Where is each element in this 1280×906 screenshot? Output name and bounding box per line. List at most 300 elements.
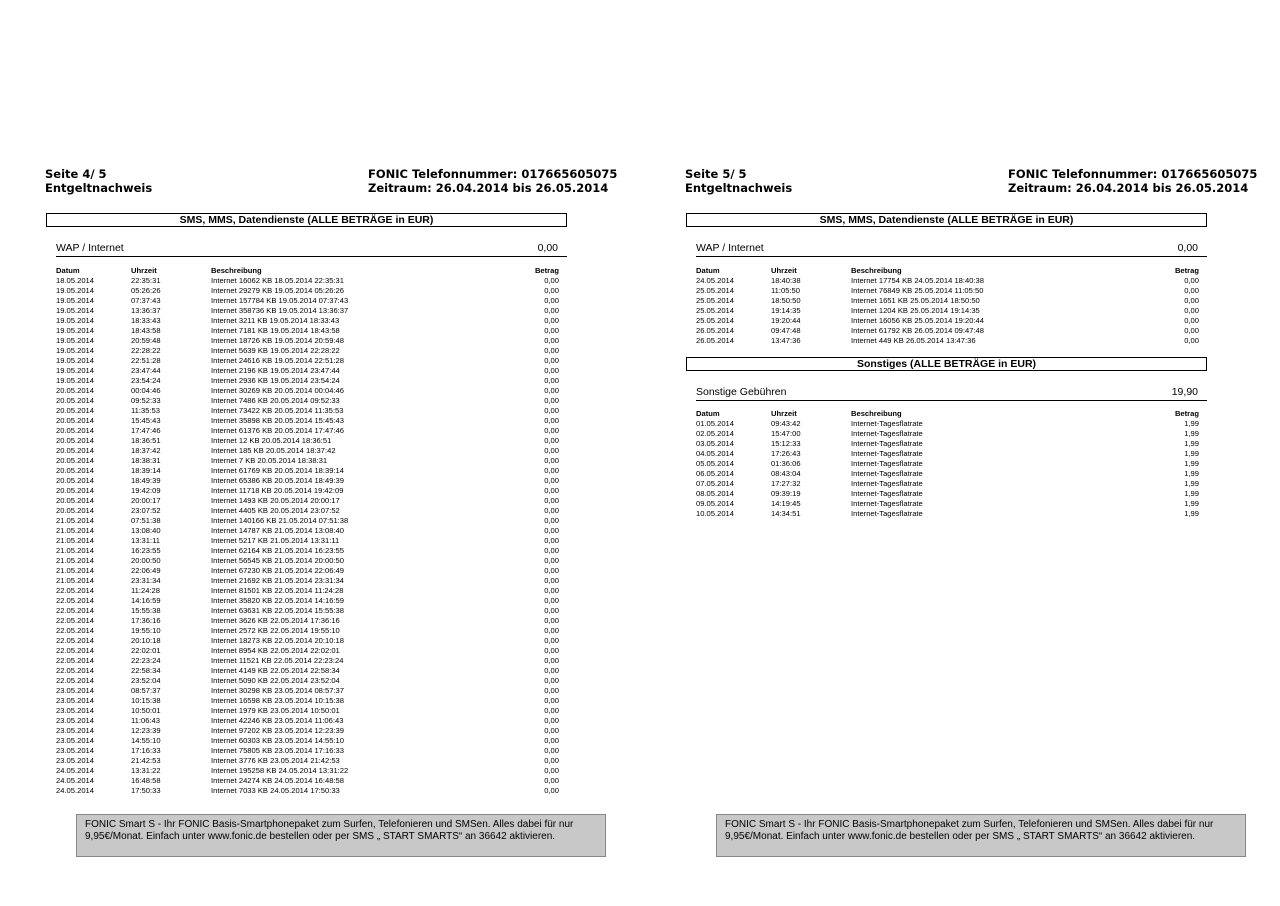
cell-time: 18:39:14 [131, 466, 161, 475]
cell-date: 19.05.2014 [56, 346, 95, 355]
cell-amount: 1,99 [1184, 439, 1199, 448]
cell-description: Internet-Tagesflatrate [851, 479, 923, 488]
cell-time: 08:43:04 [771, 469, 801, 478]
cell-amount: 0,00 [544, 746, 559, 755]
cell-amount: 0,00 [544, 646, 559, 655]
cell-description: Internet-Tagesflatrate [851, 499, 923, 508]
table-row [56, 376, 559, 386]
table-row [56, 696, 559, 706]
table-row [696, 336, 1199, 346]
cell-amount: 0,00 [544, 766, 559, 775]
cell-description: Internet 30298 KB 23.05.2014 08:57:37 [211, 686, 345, 695]
cell-time: 18:50:50 [771, 296, 801, 305]
cell-date: 03.05.2014 [696, 439, 735, 448]
table-row [696, 306, 1199, 316]
cell-amount: 0,00 [1184, 276, 1199, 285]
cell-amount: 0,00 [544, 526, 559, 535]
cell-time: 17:50:33 [131, 786, 161, 795]
cell-time: 15:55:38 [131, 606, 161, 615]
cell-description: Internet 14787 KB 21.05.2014 13:08:40 [211, 526, 345, 535]
cell-time: 12:23:39 [131, 726, 161, 735]
cell-time: 17:16:33 [131, 746, 161, 755]
cell-description: Internet 76849 KB 25.05.2014 11:05:50 [851, 286, 984, 295]
col-header-time: Uhrzeit [771, 266, 797, 275]
cell-amount: 0,00 [544, 386, 559, 395]
cell-time: 17:47:46 [131, 426, 161, 435]
table-row [56, 766, 559, 776]
table-row [56, 496, 559, 506]
table-row [696, 489, 1199, 499]
cell-description: Internet 62164 KB 21.05.2014 16:23:55 [211, 546, 345, 555]
cell-amount: 1,99 [1184, 499, 1199, 508]
table-row [56, 486, 559, 496]
table-row [56, 416, 559, 426]
table-row [56, 616, 559, 626]
cell-date: 23.05.2014 [56, 756, 95, 765]
cell-amount: 1,99 [1184, 419, 1199, 428]
usage-table [696, 266, 1199, 346]
table-row [696, 276, 1199, 286]
cell-date: 19.05.2014 [56, 366, 95, 375]
table-row [56, 426, 559, 436]
cell-date: 20.05.2014 [56, 426, 95, 435]
cell-description: Internet-Tagesflatrate [851, 439, 923, 448]
cell-date: 09.05.2014 [696, 499, 735, 508]
cell-time: 18:33:43 [131, 316, 161, 325]
table-row [696, 509, 1199, 519]
cell-date: 20.05.2014 [56, 416, 95, 425]
cell-description: Internet 61376 KB 20.05.2014 17:47:46 [211, 426, 345, 435]
cell-amount: 0,00 [544, 706, 559, 715]
cell-time: 19:42:09 [131, 486, 161, 495]
table-row [56, 336, 559, 346]
cell-date: 23.05.2014 [56, 696, 95, 705]
cell-description: Internet-Tagesflatrate [851, 419, 923, 428]
page-header-left [45, 168, 152, 195]
cell-amount: 0,00 [544, 596, 559, 605]
cell-time: 19:14:35 [771, 306, 801, 315]
table-row [696, 439, 1199, 449]
cell-time: 23:54:24 [131, 376, 161, 385]
cell-amount: 1,99 [1184, 459, 1199, 468]
table-row [696, 419, 1199, 429]
cell-amount: 0,00 [1184, 296, 1199, 305]
cell-time: 16:48:58 [131, 776, 161, 785]
cell-description: Internet 4149 KB 22.05.2014 22:58:34 [211, 666, 340, 675]
cell-time: 17:27:32 [771, 479, 801, 488]
cell-date: 24.05.2014 [696, 276, 735, 285]
cell-amount: 1,99 [1184, 429, 1199, 438]
table-row [56, 306, 559, 316]
cell-time: 18:36:51 [131, 436, 161, 445]
cell-description: Internet 16598 KB 23.05.2014 10:15:38 [211, 696, 345, 705]
cell-amount: 0,00 [544, 656, 559, 665]
table-row [56, 506, 559, 516]
cell-time: 14:34:51 [771, 509, 801, 518]
usage-table [56, 266, 559, 796]
cell-date: 22.05.2014 [56, 676, 95, 685]
cell-amount: 1,99 [1184, 449, 1199, 458]
cell-description: Internet 7 KB 20.05.2014 18:38:31 [211, 456, 328, 465]
cell-description: Internet-Tagesflatrate [851, 429, 923, 438]
cell-amount: 0,00 [544, 616, 559, 625]
table-row [56, 456, 559, 466]
promo-footer: FONIC Smart S - Ihr FONIC Basis-Smartphonepaket zum Surfen, Telefonieren und SMSen. Alles dabei für nur 9,95€/Monat. Einfach unter www.fonic.de bestellen oder per SMS „ START SMARTS“ an 36642 aktivieren. [76, 814, 606, 857]
col-header-description: Beschreibung [851, 409, 902, 418]
cell-description: Internet-Tagesflatrate [851, 489, 923, 498]
cell-amount: 0,00 [544, 326, 559, 335]
cell-time: 14:19:45 [771, 499, 801, 508]
table-row [56, 776, 559, 786]
cell-time: 01:36:06 [771, 459, 801, 468]
cell-time: 07:37:43 [131, 296, 161, 305]
cell-description: Internet 65386 KB 20.05.2014 18:49:39 [211, 476, 345, 485]
cell-description: Internet 3776 KB 23.05.2014 21:42:53 [211, 756, 340, 765]
cell-date: 22.05.2014 [56, 586, 95, 595]
cell-date: 20.05.2014 [56, 386, 95, 395]
cell-date: 21.05.2014 [56, 546, 95, 555]
cell-description: Internet 35820 KB 22.05.2014 14:16:59 [211, 596, 345, 605]
cell-date: 21.05.2014 [56, 536, 95, 545]
table-row [56, 406, 559, 416]
table-row [56, 676, 559, 686]
cell-amount: 0,00 [544, 336, 559, 345]
cell-amount: 0,00 [544, 366, 559, 375]
cell-amount: 0,00 [544, 396, 559, 405]
promo-footer: FONIC Smart S - Ihr FONIC Basis-Smartphonepaket zum Surfen, Telefonieren und SMSen. Alles dabei für nur 9,95€/Monat. Einfach unter www.fonic.de bestellen oder per SMS „ START SMARTS“ an 36642 aktivieren. [716, 814, 1246, 857]
table-row [56, 586, 559, 596]
category-total: 19,90 [1171, 386, 1198, 398]
cell-date: 19.05.2014 [56, 356, 95, 365]
cell-time: 09:39:19 [771, 489, 801, 498]
category-header-other [696, 386, 1207, 401]
cell-amount: 0,00 [544, 316, 559, 325]
cell-date: 24.05.2014 [56, 776, 95, 785]
cell-description: Internet 56545 KB 21.05.2014 20:00:50 [211, 556, 345, 565]
cell-time: 13:36:37 [131, 306, 161, 315]
cell-date: 22.05.2014 [56, 646, 95, 655]
cell-date: 20.05.2014 [56, 456, 95, 465]
cell-date: 19.05.2014 [56, 296, 95, 305]
cell-time: 10:50:01 [131, 706, 161, 715]
cell-time: 17:26:43 [771, 449, 801, 458]
table-row [56, 706, 559, 716]
cell-description: Internet 21692 KB 21.05.2014 23:31:34 [211, 576, 345, 585]
cell-amount: 0,00 [1184, 286, 1199, 295]
cell-description: Internet 11718 KB 20.05.2014 19:42:09 [211, 486, 344, 495]
table-row [696, 469, 1199, 479]
cell-date: 19.05.2014 [56, 336, 95, 345]
table-row [696, 286, 1199, 296]
cell-amount: 0,00 [1184, 326, 1199, 335]
cell-amount: 0,00 [544, 306, 559, 315]
cell-amount: 0,00 [1184, 316, 1199, 325]
cell-amount: 0,00 [544, 276, 559, 285]
cell-description: Internet 11521 KB 22.05.2014 22:23:24 [211, 656, 344, 665]
cell-time: 00:04:46 [131, 386, 161, 395]
cell-description: Internet 5639 KB 19.05.2014 22:28:22 [211, 346, 340, 355]
cell-time: 17:36:16 [131, 616, 161, 625]
cell-date: 22.05.2014 [56, 616, 95, 625]
cell-amount: 1,99 [1184, 489, 1199, 498]
table-row [696, 429, 1199, 439]
cell-amount: 0,00 [544, 546, 559, 555]
table-row [56, 666, 559, 676]
cell-date: 23.05.2014 [56, 706, 95, 715]
cell-description: Internet 7181 KB 19.05.2014 18:43:58 [211, 326, 340, 335]
table-row [56, 396, 559, 406]
cell-amount: 0,00 [544, 296, 559, 305]
cell-time: 22:06:49 [131, 566, 161, 575]
category-name: WAP / Internet [56, 242, 124, 254]
cell-description: Internet 1493 KB 20.05.2014 20:00:17 [211, 496, 340, 505]
table-row [56, 366, 559, 376]
category-name: WAP / Internet [696, 242, 764, 254]
table-row [56, 566, 559, 576]
cell-time: 18:38:31 [131, 456, 161, 465]
cell-description: Internet 3626 KB 22.05.2014 17:36:16 [211, 616, 340, 625]
table-row [696, 459, 1199, 469]
cell-amount: 0,00 [1184, 336, 1199, 345]
cell-amount: 0,00 [544, 666, 559, 675]
section-title: SMS, MMS, Datendienste (ALLE BETRÄGE in EUR) [686, 213, 1207, 227]
cell-amount: 0,00 [544, 726, 559, 735]
cell-amount: 0,00 [544, 456, 559, 465]
cell-description: Internet 61769 KB 20.05.2014 18:39:14 [211, 466, 345, 475]
cell-amount: 0,00 [544, 356, 559, 365]
cell-date: 23.05.2014 [56, 716, 95, 725]
cell-amount: 1,99 [1184, 469, 1199, 478]
cell-description: Internet 2196 KB 19.05.2014 23:47:44 [211, 366, 340, 375]
cell-amount: 0,00 [544, 486, 559, 495]
cell-time: 15:45:43 [131, 416, 161, 425]
table-row [696, 449, 1199, 459]
cell-time: 22:28:22 [131, 346, 161, 355]
cell-time: 22:58:34 [131, 666, 161, 675]
table-body [696, 419, 1199, 519]
page-header-left [685, 168, 792, 195]
cell-description: Internet 60303 KB 23.05.2014 14:55:10 [211, 736, 345, 745]
cell-date: 22.05.2014 [56, 636, 95, 645]
cell-amount: 0,00 [544, 576, 559, 585]
cell-amount: 0,00 [544, 556, 559, 565]
col-header-description: Beschreibung [851, 266, 902, 275]
table-row [56, 576, 559, 586]
cell-time: 15:47:00 [771, 429, 801, 438]
cell-time: 11:24:28 [131, 586, 160, 595]
col-header-amount: Betrag [1174, 266, 1199, 275]
page-label: Seite 5/ 5 [685, 167, 747, 181]
cell-date: 19.05.2014 [56, 316, 95, 325]
cell-date: 24.05.2014 [56, 786, 95, 795]
cell-description: Internet 16062 KB 18.05.2014 22:35:31 [211, 276, 345, 285]
cell-time: 19:20:44 [771, 316, 801, 325]
table-row [56, 286, 559, 296]
cell-amount: 1,99 [1184, 479, 1199, 488]
col-header-time: Uhrzeit [771, 409, 797, 418]
cell-description: Internet 67230 KB 21.05.2014 22:06:49 [211, 566, 345, 575]
cell-date: 26.05.2014 [696, 336, 735, 345]
cell-date: 23.05.2014 [56, 746, 95, 755]
col-header-amount: Betrag [1174, 409, 1199, 418]
cell-date: 26.05.2014 [696, 326, 735, 335]
cell-date: 20.05.2014 [56, 396, 95, 405]
cell-amount: 0,00 [544, 776, 559, 785]
table-row [56, 746, 559, 756]
col-header-date: Datum [696, 409, 720, 418]
cell-description: Internet 195258 KB 24.05.2014 13:31:22 [211, 766, 349, 775]
cell-description: Internet 73422 KB 20.05.2014 11:35:53 [211, 406, 344, 415]
cell-description: Internet 185 KB 20.05.2014 18:37:42 [211, 446, 336, 455]
cell-description: Internet 17754 KB 24.05.2014 18:40:38 [851, 276, 985, 285]
cell-description: Internet 75805 KB 23.05.2014 17:16:33 [211, 746, 345, 755]
col-header-date: Datum [56, 266, 80, 275]
cell-date: 22.05.2014 [56, 656, 95, 665]
cell-date: 19.05.2014 [56, 376, 95, 385]
table-row [696, 499, 1199, 509]
billing-period: Zeitraum: 26.04.2014 bis 26.05.2014 [368, 180, 609, 195]
cell-date: 21.05.2014 [56, 576, 95, 585]
cell-description: Internet 16056 KB 25.05.2014 19:20:44 [851, 316, 985, 325]
fees-table [696, 409, 1199, 519]
cell-time: 18:40:38 [771, 276, 801, 285]
cell-description: Internet-Tagesflatrate [851, 509, 923, 518]
cell-description: Internet-Tagesflatrate [851, 469, 923, 478]
cell-date: 20.05.2014 [56, 466, 95, 475]
cell-amount: 0,00 [1184, 306, 1199, 315]
cell-time: 09:47:48 [771, 326, 801, 335]
page-header-right [368, 168, 617, 195]
cell-description: Internet 2572 KB 22.05.2014 19:55:10 [211, 626, 340, 635]
table-row [56, 596, 559, 606]
cell-description: Internet 4405 KB 20.05.2014 23:07:52 [211, 506, 340, 515]
category-name: Sonstige Gebühren [696, 386, 787, 398]
cell-time: 22:35:31 [131, 276, 161, 285]
table-row [56, 526, 559, 536]
table-row [56, 626, 559, 636]
cell-date: 10.05.2014 [696, 509, 735, 518]
statement-page-5 [640, 0, 1280, 906]
cell-date: 21.05.2014 [56, 556, 95, 565]
cell-amount: 0,00 [544, 676, 559, 685]
col-header-amount: Betrag [534, 266, 559, 275]
table-header [56, 266, 559, 276]
page-label: Seite 4/ 5 [45, 167, 107, 181]
cell-time: 20:00:17 [131, 496, 161, 505]
cell-time: 21:42:53 [131, 756, 161, 765]
cell-amount: 0,00 [544, 756, 559, 765]
cell-date: 18.05.2014 [56, 276, 95, 285]
cell-time: 07:51:38 [131, 516, 161, 525]
table-row [56, 716, 559, 726]
cell-description: Internet 12 KB 20.05.2014 18:36:51 [211, 436, 332, 445]
cell-time: 23:31:34 [131, 576, 161, 585]
table-row [56, 646, 559, 656]
cell-date: 20.05.2014 [56, 446, 95, 455]
col-header-time: Uhrzeit [131, 266, 157, 275]
table-row [56, 516, 559, 526]
cell-time: 08:57:37 [131, 686, 161, 695]
table-row [56, 736, 559, 746]
table-row [56, 346, 559, 356]
cell-date: 19.05.2014 [56, 286, 95, 295]
doc-title: Entgeltnachweis [685, 180, 793, 195]
cell-description: Internet 29279 KB 19.05.2014 05:26:26 [211, 286, 345, 295]
cell-description: Internet 24274 KB 24.05.2014 16:48:58 [211, 776, 345, 785]
cell-date: 08.05.2014 [696, 489, 735, 498]
cell-description: Internet 8954 KB 22.05.2014 22:02:01 [211, 646, 340, 655]
cell-amount: 1,99 [1184, 509, 1199, 518]
cell-date: 21.05.2014 [56, 516, 95, 525]
cell-time: 10:15:38 [131, 696, 161, 705]
category-total: 0,00 [537, 242, 558, 254]
cell-date: 19.05.2014 [56, 306, 95, 315]
cell-time: 20:59:48 [131, 336, 161, 345]
cell-time: 13:08:40 [131, 526, 161, 535]
cell-description: Internet 5090 KB 22.05.2014 23:52:04 [211, 676, 340, 685]
cell-description: Internet 2936 KB 19.05.2014 23:54:24 [211, 376, 340, 385]
cell-date: 22.05.2014 [56, 606, 95, 615]
cell-date: 20.05.2014 [56, 496, 95, 505]
table-row [56, 556, 559, 566]
cell-amount: 0,00 [544, 436, 559, 445]
table-row [56, 606, 559, 616]
table-row [56, 636, 559, 646]
cell-date: 25.05.2014 [696, 306, 735, 315]
cell-description: Internet 35898 KB 20.05.2014 15:45:43 [211, 416, 345, 425]
page-header-right [1008, 168, 1257, 195]
table-row [56, 296, 559, 306]
cell-amount: 0,00 [544, 516, 559, 525]
cell-date: 21.05.2014 [56, 566, 95, 575]
cell-description: Internet 81501 KB 22.05.2014 11:24:28 [211, 586, 344, 595]
cell-description: Internet 5217 KB 21.05.2014 13:31:11 [211, 536, 340, 545]
cell-description: Internet 18726 KB 19.05.2014 20:59:48 [211, 336, 345, 345]
category-total: 0,00 [1177, 242, 1198, 254]
table-row [56, 356, 559, 366]
cell-time: 11:05:50 [771, 286, 800, 295]
cell-description: Internet-Tagesflatrate [851, 449, 923, 458]
section-title: SMS, MMS, Datendienste (ALLE BETRÄGE in EUR) [46, 213, 567, 227]
cell-time: 16:23:55 [131, 546, 161, 555]
table-row [56, 436, 559, 446]
cell-date: 20.05.2014 [56, 436, 95, 445]
table-body [56, 276, 559, 796]
cell-amount: 0,00 [544, 466, 559, 475]
cell-description: Internet 157784 KB 19.05.2014 07:37:43 [211, 296, 349, 305]
cell-time: 13:47:36 [771, 336, 801, 345]
table-row [56, 546, 559, 556]
cell-description: Internet 1979 KB 23.05.2014 10:50:01 [211, 706, 340, 715]
cell-time: 09:43:42 [771, 419, 801, 428]
cell-amount: 0,00 [544, 446, 559, 455]
cell-date: 25.05.2014 [696, 286, 735, 295]
table-row [56, 326, 559, 336]
cell-date: 01.05.2014 [696, 419, 735, 428]
table-row [56, 476, 559, 486]
cell-amount: 0,00 [544, 636, 559, 645]
phone-number: FONIC Telefonnummer: 017665605075 [1008, 167, 1258, 181]
cell-time: 05:26:26 [131, 286, 161, 295]
billing-period: Zeitraum: 26.04.2014 bis 26.05.2014 [1008, 180, 1249, 195]
table-row [56, 276, 559, 286]
table-row [56, 446, 559, 456]
cell-description: Internet 1204 KB 25.05.2014 19:14:35 [851, 306, 980, 315]
table-row [56, 686, 559, 696]
table-row [56, 536, 559, 546]
cell-time: 23:52:04 [131, 676, 161, 685]
table-row [56, 386, 559, 396]
